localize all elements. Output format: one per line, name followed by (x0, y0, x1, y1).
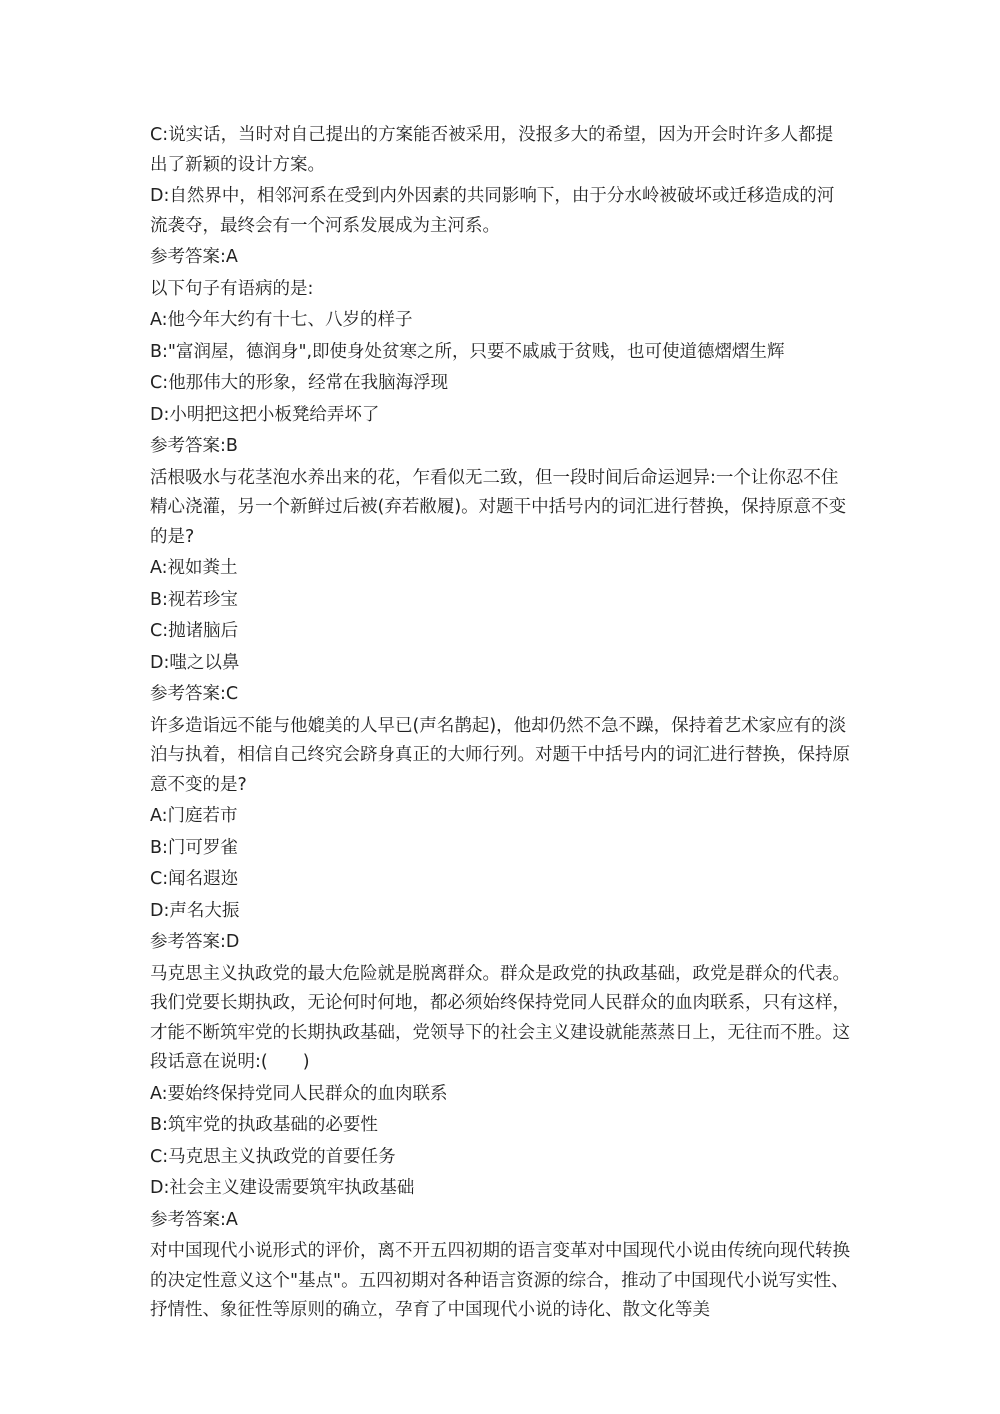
option-line: D:小明把这把小板凳给弄坏了 (150, 404, 380, 425)
option-line: A:门庭若市 (150, 806, 238, 826)
question-text: 对中国现代小说形式的评价，离不开五四初期的语言变革对中国现代小说由传统向现代转换的决定性意义这个"基点"。五四初期对各种语言资源的综合，推动了中国现代小说写实性、抒情性、象征性等原则的确立，孕育了中国现代小说的诗化、散文化等美 (150, 1241, 850, 1320)
option-line: C:闻名遐迩 (150, 869, 239, 889)
question-text: 马克思主义执政党的最大危险就是脱离群众。群众是政党的执政基础，政党是群众的代表。我们党要长期执政，无论何时何地，都必须始终保持党同人民群众的血肉联系，只有这样，才能不断筑牢党的长期执政基础，党领导下的社会主义建设就能蒸蒸日上，无往而不胜。这段话意在说明:( ) (150, 963, 850, 1072)
answer-line: 参考答案:C (150, 684, 239, 704)
answer-line: 参考答案:B (150, 436, 238, 456)
option-line: B:视若珍宝 (150, 589, 238, 610)
option-line: B:"富润屋，德润身",即使身处贫寒之所，只要不戚戚于贫贱，也可使道德熠熠生辉 (150, 341, 785, 362)
option-line: D:社会主义建设需要筑牢执政基础 (150, 1178, 415, 1198)
question-text: 活根吸水与花茎泡水养出来的花，乍看似无二致，但一段时间后命运迥异:一个让你忍不住精心浇灌，另一个新鲜过后被(弃若敝履)。对题干中括号内的词汇进行替换，保持原意不变的是? (150, 467, 847, 547)
question-text: 许多造诣远不能与他媲美的人早已(声名鹊起)，他却仍然不急不躁，保持着艺术家应有的淡泊与执着，相信自己终究会跻身真正的大师行列。对题干中括号内的词汇进行替换，保持原意不变的是? (150, 715, 850, 795)
option-line: D:声名大振 (150, 900, 240, 921)
option-line: C:抛诸脑后 (150, 621, 239, 641)
option-line: D:嗤之以鼻 (150, 652, 240, 673)
option-line: C:他那伟大的形象，经常在我脑海浮现 (150, 373, 449, 393)
answer-line: 参考答案:A (150, 1209, 238, 1230)
question-text: 以下句子有语病的是: (150, 278, 314, 299)
option-paragraph: D:自然界中，相邻河系在受到内外因素的共同影响下，由于分水岭被破坏或迁移造成的河流袭夺，最终会有一个河系发展成为主河系。 (150, 186, 835, 236)
answer-line: 参考答案:D (150, 932, 240, 952)
option-line: A:视如粪土 (150, 558, 238, 578)
option-line: C:马克思主义执政党的首要任务 (150, 1146, 396, 1167)
option-paragraph: C:说实话，当时对自己提出的方案能否被采用，没报多大的希望，因为开会时许多人都提出了新颖的设计方案。 (150, 125, 834, 175)
option-line: B:门可罗雀 (150, 837, 238, 858)
option-line: A:要始终保持党同人民群众的血肉联系 (150, 1083, 448, 1104)
option-line: A:他今年大约有十七、八岁的样子 (150, 310, 413, 330)
answer-line: 参考答案:A (150, 247, 238, 267)
option-line: B:筑牢党的执政基础的必要性 (150, 1115, 378, 1135)
